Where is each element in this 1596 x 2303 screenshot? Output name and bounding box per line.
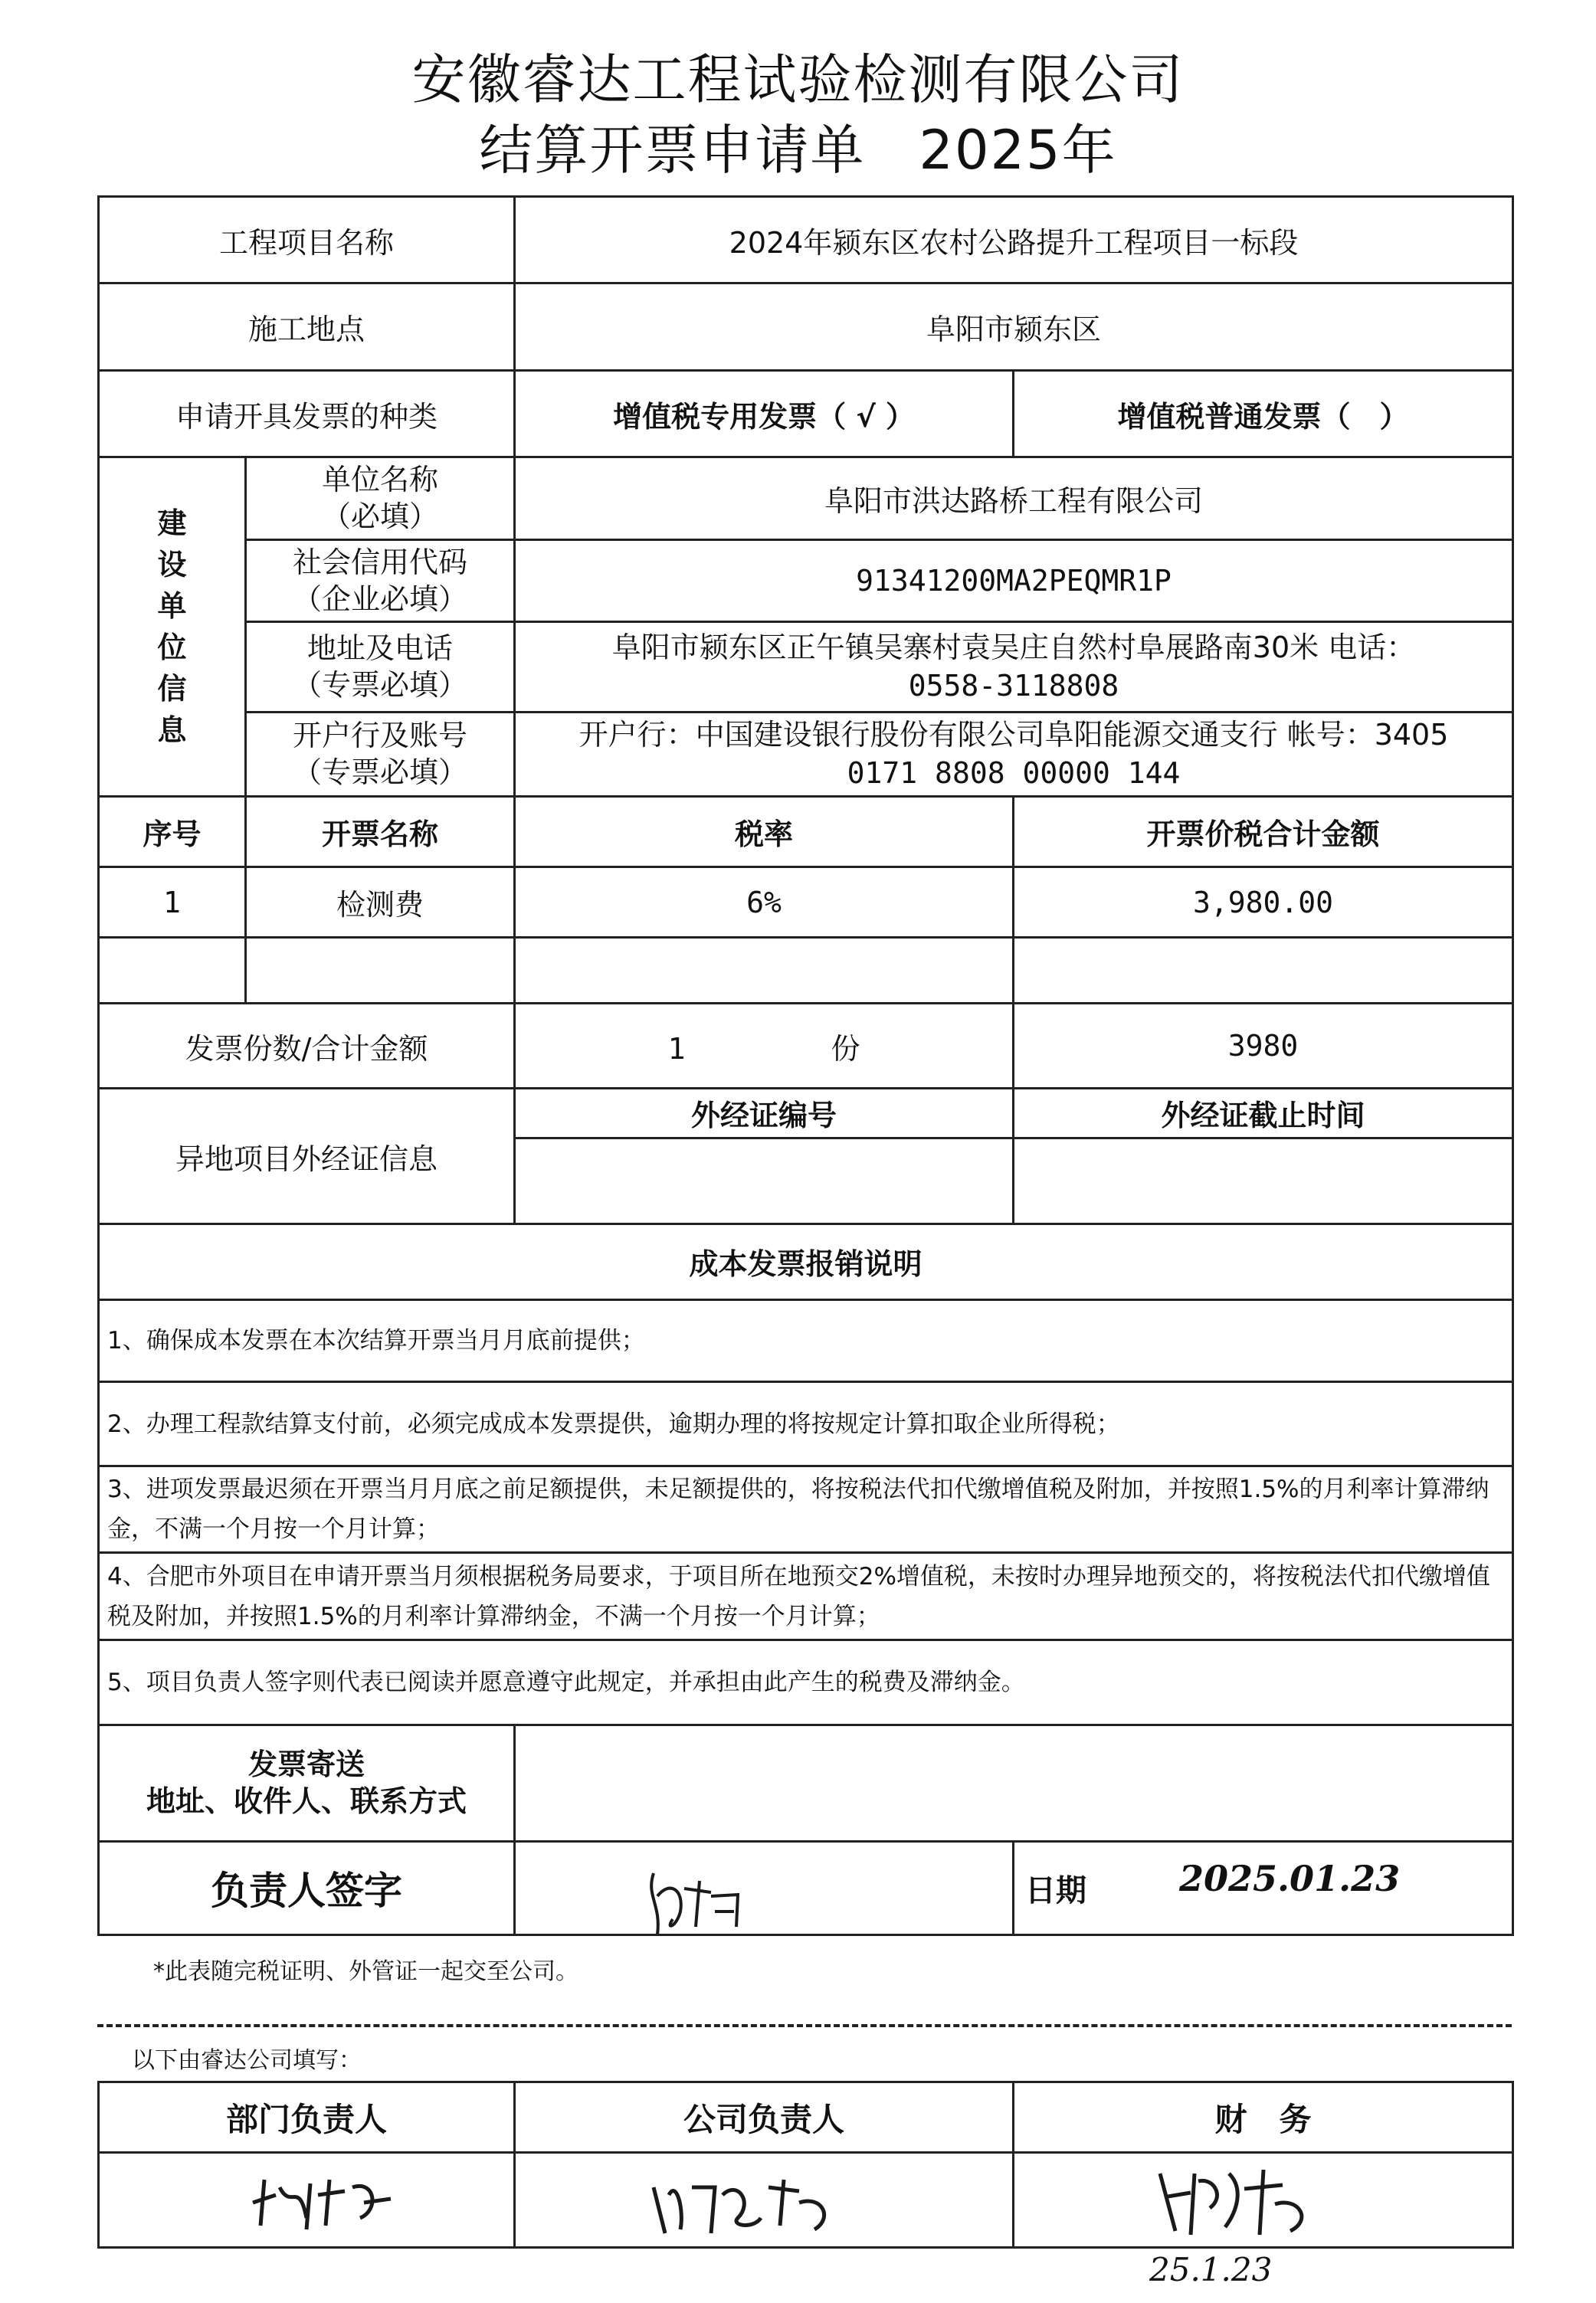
address-note: （专票必填） (293, 668, 468, 703)
credit-code-row (99, 539, 1513, 621)
credit-code-note: （企业必填） (293, 581, 468, 616)
company-head-header: 公司负责人 (515, 2082, 1014, 2153)
row-amount[interactable] (1014, 938, 1513, 1004)
address-value[interactable] (515, 621, 1513, 712)
invoice-type-row (99, 371, 1513, 457)
builder-info-section-label (99, 457, 246, 797)
location-row (99, 283, 1513, 371)
handwritten-signature (646, 2164, 845, 2241)
unit-name-label-text: 单位名称 (322, 463, 439, 497)
note-row (99, 1381, 1513, 1466)
special-invoice-checkbox[interactable]: 增值税专用发票（ √ ） (515, 371, 1014, 457)
dept-head-signature[interactable] (99, 2153, 515, 2248)
form-year: 2025年 (919, 119, 1117, 182)
note-item: 1、确保成本发票在本次结算开票当月月底前提供； (99, 1299, 1513, 1381)
invoice-count-unit: 份 (831, 1031, 860, 1066)
note-item: 5、项目负责人签字则代表已阅读并愿意遵守此规定，并承担由此产生的税费及滞纳金。 (99, 1640, 1513, 1725)
mailing-row (99, 1725, 1513, 1841)
mailing-label-line-2: 地址、收件人、联系方式 (146, 1784, 467, 1819)
credit-code-label (246, 539, 515, 621)
totals-label: 发票份数/合计金额 (99, 1004, 515, 1089)
section-char: 位 (157, 631, 187, 665)
totals-row (99, 1004, 1513, 1089)
bank-value[interactable] (515, 712, 1513, 796)
normal-invoice-checkbox[interactable]: 增值税普通发票（ ） (1014, 371, 1513, 457)
total-amount[interactable]: 3980 (1014, 1004, 1513, 1089)
notes-title-row (99, 1224, 1513, 1299)
form-title-text: 结算开票申请单 (479, 119, 866, 182)
approval-signature-row (99, 2153, 1513, 2248)
col-header-amount: 开票价税合计金额 (1014, 796, 1513, 866)
external-header-row (99, 1089, 1513, 1138)
invoice-count-value: 1 (667, 1031, 686, 1066)
row-tax-rate[interactable]: 6% (515, 867, 1014, 938)
bank-label-text: 开户行及账号 (293, 719, 468, 753)
address-line-1: 阜阳市颍东区正午镇吴寨村袁吴庄自然村阜展路南30米 电话： (611, 631, 1416, 665)
footnote: *此表随完税证明、外管证一起交至公司。 (153, 1958, 578, 1985)
table-row (99, 938, 1513, 1004)
note-item: 3、进项发票最迟须在开票当月月底之前足额提供，未足额提供的，将按税法代扣代缴增值税及附加，并按照1.5%的月利率计算滞纳金，不满一个月按一个月计算； (99, 1466, 1513, 1553)
location-value[interactable]: 阜阳市颍东区 (515, 283, 1513, 371)
address-line-2: 0558-3118808 (908, 669, 1119, 703)
dept-head-header: 部门负责人 (99, 2082, 515, 2153)
invoice-count[interactable] (515, 1004, 1014, 1089)
approval-header-row (99, 2082, 1513, 2153)
external-deadline-value[interactable] (1014, 1138, 1513, 1224)
section-char: 设 (157, 548, 187, 582)
unit-name-value[interactable]: 阜阳市洪达路桥工程有限公司 (515, 457, 1513, 539)
handwritten-signature (638, 1850, 746, 1935)
internal-section-intro: 以下由睿达公司填写： (132, 2047, 362, 2074)
form-title (0, 107, 1596, 185)
signature-field[interactable] (515, 1841, 1014, 1934)
bank-line-2: 0171 8808 00000 144 (847, 756, 1181, 791)
note-row (99, 1299, 1513, 1381)
address-row (99, 621, 1513, 712)
table-row (99, 867, 1513, 938)
col-header-tax-rate: 税率 (515, 796, 1014, 866)
section-char: 单 (157, 589, 187, 624)
external-number-value[interactable] (515, 1138, 1014, 1224)
external-number-label: 外经证编号 (515, 1089, 1014, 1138)
col-header-seq: 序号 (99, 796, 246, 866)
section-char: 建 (157, 506, 187, 541)
finance-signature[interactable] (1014, 2153, 1513, 2248)
date-field[interactable] (1014, 1841, 1513, 1934)
section-char: 息 (157, 713, 187, 748)
invoice-type-label: 申请开具发票的种类 (99, 371, 515, 457)
date-label: 日期 (1025, 1872, 1087, 1908)
external-deadline-label: 外经证截止时间 (1014, 1089, 1513, 1138)
external-label: 异地项目外经证信息 (99, 1089, 515, 1224)
credit-code-label-text: 社会信用代码 (293, 545, 468, 579)
handwritten-signature (1152, 2158, 1321, 2242)
project-name-label: 工程项目名称 (99, 197, 515, 283)
finance-date-handwritten: 25.1.23 (1149, 2251, 1273, 2288)
note-item: 4、合肥市外项目在申请开票当月须根据税务局要求，于项目所在地预交2%增值税，未按时办理异地预交的，将按税法代扣代缴增值税及附加，并按照1.5%的月利率计算滞纳金，不满一个月按一个月计算； (99, 1553, 1513, 1640)
company-title: 安徽睿达工程试验检测有限公司 (411, 48, 1185, 111)
row-item-name[interactable]: 检测费 (246, 867, 515, 938)
project-name-value[interactable]: 2024年颍东区农村公路提升工程项目一标段 (515, 197, 1513, 283)
cut-line-divider (97, 2024, 1512, 2027)
row-tax-rate[interactable] (515, 938, 1014, 1004)
section-char: 信 (157, 672, 187, 706)
note-row (99, 1640, 1513, 1725)
company-head-signature[interactable] (515, 2153, 1014, 2248)
unit-name-note: （必填） (322, 500, 439, 534)
location-label: 施工地点 (99, 283, 515, 371)
address-label (246, 621, 515, 712)
date-value: 2025.01.23 (1179, 1857, 1401, 1899)
credit-code-value[interactable]: 91341200MA2PEQMR1P (515, 539, 1513, 621)
application-form-table (97, 195, 1514, 1936)
mailing-value[interactable] (515, 1725, 1513, 1841)
notes-title: 成本发票报销说明 (99, 1224, 1513, 1299)
handwritten-signature (245, 2164, 398, 2241)
bank-label (246, 712, 515, 796)
internal-approval-table (97, 2081, 1514, 2249)
row-seq[interactable]: 1 (99, 867, 246, 938)
mailing-label (99, 1725, 515, 1841)
note-item: 2、办理工程款结算支付前，必须完成成本发票提供，逾期办理的将按规定计算扣取企业所得税； (99, 1381, 1513, 1466)
note-row (99, 1466, 1513, 1553)
col-header-item-name: 开票名称 (246, 796, 515, 866)
mailing-label-line-1: 发票寄送 (248, 1748, 365, 1782)
row-item-name[interactable] (246, 938, 515, 1004)
signature-row (99, 1841, 1513, 1934)
bank-note: （专票必填） (293, 755, 468, 790)
finance-header: 财 务 (1014, 2082, 1513, 2153)
address-label-text: 地址及电话 (307, 631, 454, 666)
signature-label: 负责人签字 (99, 1841, 515, 1934)
note-row (99, 1553, 1513, 1640)
bank-row (99, 712, 1513, 796)
project-name-row (99, 197, 1513, 283)
items-header-row (99, 796, 1513, 866)
unit-name-label (246, 457, 515, 539)
row-seq[interactable] (99, 938, 246, 1004)
row-amount[interactable]: 3,980.00 (1014, 867, 1513, 938)
unit-name-row (99, 457, 1513, 539)
bank-line-1: 开户行：中国建设银行股份有限公司阜阳能源交通支行 帐号：3405 (578, 718, 1449, 752)
